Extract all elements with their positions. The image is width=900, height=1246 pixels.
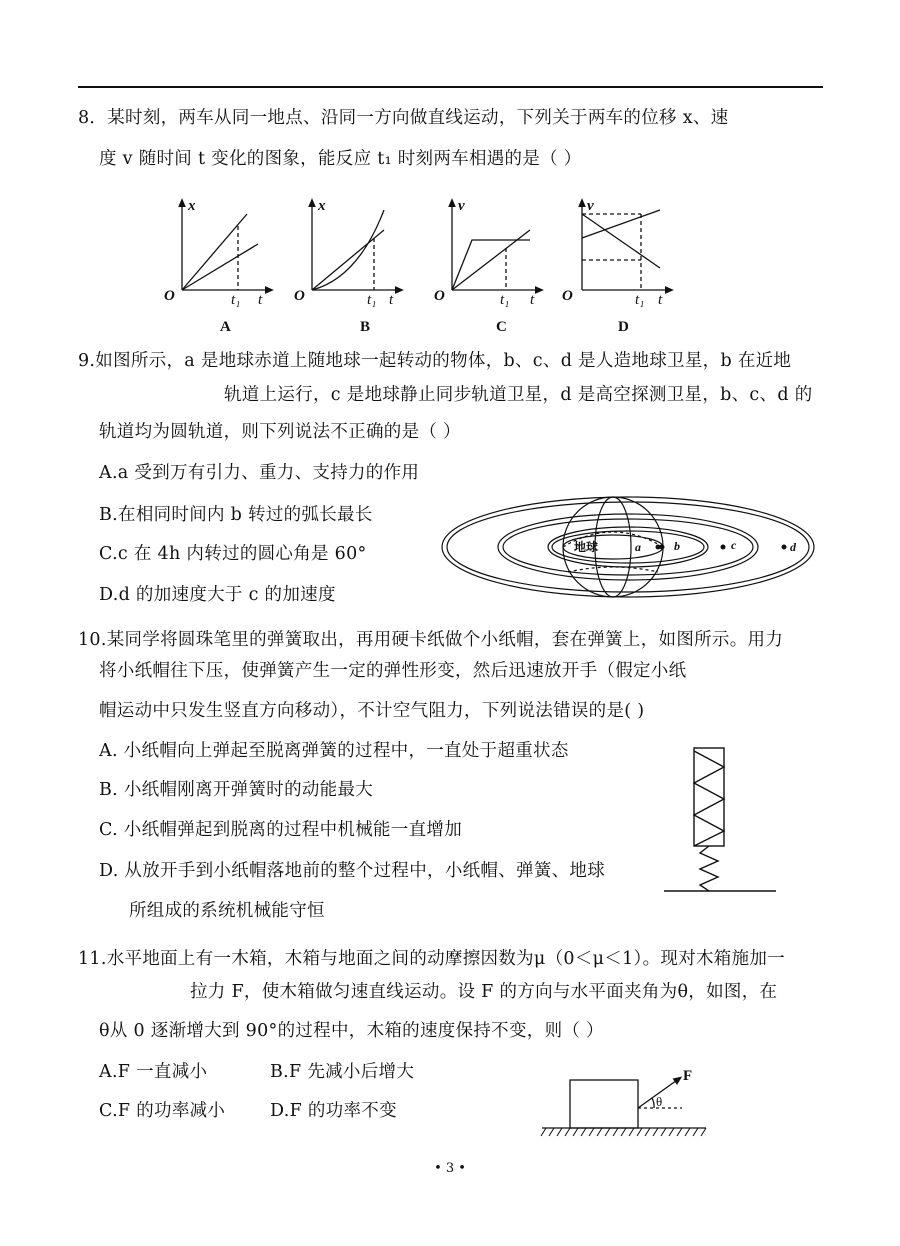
graph-b-label: B [360, 319, 371, 335]
graph-d-origin: O [562, 288, 573, 304]
q9-option-c: C.c 在 4h 内转过的圆心角是 60° [99, 544, 367, 564]
q9-option-d: D.d 的加速度大于 c 的加速度 [99, 585, 336, 605]
graph-d-label: D [618, 319, 629, 335]
graph-a-label: A [220, 319, 231, 335]
graph-c-label: C [496, 319, 507, 335]
graph-a-xaxis-label: t [258, 292, 263, 308]
graph-a-origin: O [164, 288, 175, 304]
graph-d-yaxis-label: v [587, 198, 594, 214]
q8-text-line2: 度 v 随时间 t 变化的图象，能反应 t₁ 时刻两车相遇的是（ ） [99, 149, 582, 169]
earth-label: 地球 [574, 540, 599, 554]
q10-option-a: A. 小纸帽向上弹起至脱离弹簧的过程中，一直处于超重状态 [99, 741, 569, 761]
graph-a [182, 202, 270, 290]
graph-b-xaxis-label: t [389, 292, 394, 308]
q9-text-line1: 9.如图所示，a 是地球赤道上随地球一起转动的物体，b、c、d 是人造地球卫星，b 在近地 [78, 351, 792, 371]
q11-option-c: C.F 的功率减小 [99, 1101, 226, 1121]
q9-text-line3: 轨道均为圆轨道，则下列说法不正确的是（ ） [99, 422, 461, 442]
q9-option-b: B.在相同时间内 b 转过的弧长最长 [99, 505, 373, 525]
satellite-c-label: c [731, 538, 737, 552]
graph-d-tick: t₁ [635, 292, 645, 308]
graph-c-tick: t₁ [500, 292, 510, 308]
graph-b-origin: O [294, 288, 305, 304]
q11-option-a: A.F 一直减小 [99, 1062, 208, 1082]
header-rule [78, 86, 823, 88]
q10-text-line1: 10.某同学将圆珠笔里的弹簧取出，再用硬卡纸做个小纸帽，套在弹簧上，如图所示。用力 [78, 630, 784, 650]
graph-c [452, 202, 540, 290]
angle-label: θ [656, 1094, 663, 1109]
q11-option-b: B.F 先减小后增大 [270, 1062, 415, 1082]
q11-text-line1: 11.水平地面上有一木箱，木箱与地面之间的动摩擦因数为μ（0＜μ＜1）。现对木箱施加一 [78, 949, 785, 969]
graph-a-tick: t₁ [231, 292, 241, 308]
q10-text-line2: 将小纸帽往下压，使弹簧产生一定的弹性形变，然后迅速放开手（假定小纸 [99, 661, 687, 681]
q11-text-line2: 拉力 F，使木箱做匀速直线运动。设 F 的方向与水平面夹角为θ，如图，在 [190, 982, 778, 1002]
graph-b-tick: t₁ [367, 292, 377, 308]
graph-d-xaxis-label: t [658, 292, 663, 308]
q10-text-line3: 帽运动中只发生竖直方向移动），不计空气阻力，下列说法错误的是( ) [99, 701, 645, 721]
satellite-b-label: b [674, 539, 680, 553]
page-number: • 3 • [434, 1161, 466, 1176]
q8-text-line1: 8．某时刻，两车从同一地点、沿同一方向做直线运动，下列关于两车的位移 x、速 [78, 108, 729, 128]
q11-option-d: D.F 的功率不变 [270, 1101, 397, 1121]
graph-c-xaxis-label: t [530, 292, 535, 308]
q8-graphs-figure [148, 190, 678, 340]
q10-spring-figure [660, 745, 780, 895]
q11-box-figure [540, 1060, 710, 1140]
q10-option-b: B. 小纸帽刚离开弹簧时的动能最大 [99, 780, 374, 800]
q10-option-d-cont: 所组成的系统机械能守恒 [129, 901, 325, 921]
graph-d [582, 202, 670, 290]
q9-orbit-figure [438, 492, 823, 610]
q9-option-a: A.a 受到万有引力、重力、支持力的作用 [99, 463, 420, 483]
q9-text-line2: 轨道上运行，c 是地球静止同步轨道卫星，d 是高空探测卫星，b、c、d 的 [224, 385, 813, 405]
q11-text-line3: θ从 0 逐渐增大到 90°的过程中，木箱的速度保持不变，则（ ） [99, 1021, 604, 1041]
force-label: F [683, 1068, 693, 1084]
graph-a-yaxis-label: x [188, 198, 196, 214]
q10-option-d: D. 从放开手到小纸帽落地前的整个过程中，小纸帽、弹簧、地球 [99, 861, 606, 881]
graph-c-yaxis-label: v [458, 198, 465, 214]
satellite-a-label: a [635, 540, 641, 554]
q10-option-c: C. 小纸帽弹起到脱离的过程中机械能一直增加 [99, 820, 462, 840]
satellite-d-label: d [790, 540, 796, 554]
graph-b-yaxis-label: x [318, 198, 326, 214]
graph-b [312, 202, 400, 290]
graph-c-origin: O [434, 288, 445, 304]
